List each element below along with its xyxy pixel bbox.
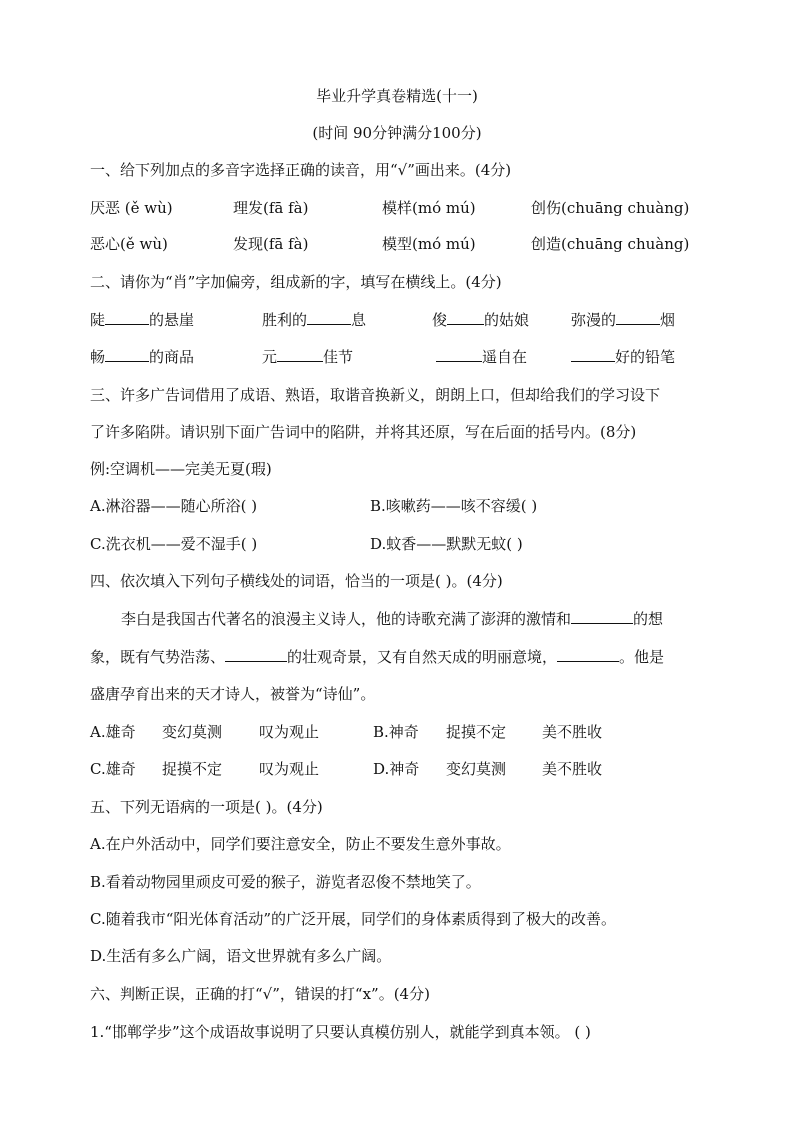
q1-r1-item1: 厌恶 (ě wù)	[90, 199, 173, 217]
q4-paragraph-line1	[121, 609, 663, 629]
q2-r1-item2-pre: 胜利的	[262, 311, 308, 329]
q4-option-c-word2: 捉摸不定	[162, 760, 223, 778]
q2-r2-item1	[90, 347, 194, 367]
q2-r2-item2-pre: 元	[262, 348, 278, 366]
answer-blank[interactable]	[447, 310, 484, 325]
answer-blank[interactable]	[105, 310, 149, 325]
q2-r2-item3	[436, 347, 527, 367]
q1-r2-item3: 模型(mó mú)	[382, 235, 476, 253]
q4-text: 李白是我国古代著名的浪漫主义诗人，他的诗歌充满了澎湃的激情和	[121, 610, 572, 628]
q2-r1-item3	[432, 310, 529, 330]
answer-blank[interactable]	[436, 347, 482, 362]
q5-option-a: A.在户外活动中，同学们要注意安全，防止不要发生意外事故。	[90, 835, 511, 853]
q2-r1-item1-pre: 陡	[90, 311, 106, 329]
q4-text: 象，既有气势浩荡、	[90, 648, 226, 666]
q1-heading: 一、给下列加点的多音字选择正确的读音，用“√”画出来。(4分)	[90, 161, 512, 179]
q4-paragraph-line3: 盛唐孕育出来的天才诗人，被誉为“诗仙”。	[90, 685, 376, 703]
q2-heading: 二、请你为“肖”字加偏旁，组成新的字，填写在横线上。(4分)	[90, 273, 502, 291]
q3-option-c: C.洗衣机——爱不湿手( )	[90, 535, 258, 553]
q3-option-b: B.咳嗽药——咳不容缓( )	[370, 497, 538, 515]
answer-blank[interactable]	[571, 347, 615, 362]
q1-r2-item2: 发现(fā fà)	[233, 235, 309, 253]
answer-blank[interactable]	[225, 647, 287, 662]
q4-option-b-word3: 美不胜收	[542, 723, 603, 741]
q3-option-a: A.淋浴器——随心所浴( )	[90, 497, 258, 515]
q2-r1-item1-post: 的悬崖	[149, 311, 195, 329]
answer-blank[interactable]	[307, 310, 351, 325]
q4-option-a-word2: 变幻莫测	[162, 723, 223, 741]
q4-option-c-word1: C.雄奇	[90, 760, 136, 778]
q4-text: 的想	[633, 610, 664, 628]
q4-option-b-word2: 捉摸不定	[446, 723, 507, 741]
q2-r2-item2	[262, 347, 353, 367]
q5-option-d: D.生活有多么广阔，语文世界就有多么广阔。	[90, 947, 392, 965]
q3-example: 例:空调机——完美无夏(瑕)	[90, 460, 272, 478]
q4-text: 。他是	[619, 648, 665, 666]
q4-option-b-word1: B.神奇	[373, 723, 419, 741]
q2-r1-item4	[571, 310, 675, 330]
q1-r1-item3: 模样(mó mú)	[382, 199, 476, 217]
q1-r1-item4: 创伤(chuāng chuàng)	[531, 199, 690, 217]
q2-r1-item3-post: 的姑娘	[484, 311, 530, 329]
q2-r1-item3-pre: 俊	[432, 311, 448, 329]
q4-paragraph-line2	[90, 647, 664, 667]
q3-heading-line2: 了许多陷阱。请识别下面广告词中的陷阱，并将其还原，写在后面的括号内。(8分)	[90, 423, 637, 441]
q5-option-c: C.随着我市“阳光体育活动”的广泛开展，同学们的身体素质得到了极大的改善。	[90, 910, 617, 928]
q1-r1-item2: 理发(fā fà)	[233, 199, 309, 217]
q5-option-b: B.看着动物园里顽皮可爱的猴子，游览者忍俊不禁地笑了。	[90, 873, 481, 891]
q4-text: 的壮观奇景，又有自然天成的明丽意境，	[287, 648, 558, 666]
answer-blank[interactable]	[571, 609, 633, 624]
answer-blank[interactable]	[105, 347, 149, 362]
answer-blank[interactable]	[616, 310, 660, 325]
q2-r2-item1-post: 的商品	[149, 348, 195, 366]
q2-r1-item1	[90, 310, 194, 330]
q4-option-d-word3: 美不胜收	[542, 760, 603, 778]
q3-heading-line1: 三、许多广告词借用了成语、熟语，取谐音换新义，朗朗上口，但却给我们的学习设下	[90, 386, 661, 404]
q2-r2-item2-post: 佳节	[323, 348, 354, 366]
q3-option-d: D.蚊香——默默无蚊( )	[370, 535, 523, 553]
q4-heading: 四、依次填入下列句子横线处的词语，恰当的一项是( )。(4分)	[90, 572, 503, 590]
q4-option-d-word1: D.神奇	[373, 760, 420, 778]
q1-r2-item1: 恶心(ě wù)	[90, 235, 168, 253]
page-subtitle: (时间 90分钟满分100分)	[312, 124, 482, 142]
q2-r1-item4-pre: 弥漫的	[571, 311, 617, 329]
q2-r2-item4-post: 好的铅笔	[615, 348, 676, 366]
q2-r1-item2-post: 息	[351, 311, 367, 329]
q6-heading: 六、判断正误，正确的打“√”，错误的打“x”。(4分)	[90, 985, 430, 1003]
q4-option-c-word3: 叹为观止	[259, 760, 320, 778]
q4-option-d-word2: 变幻莫测	[446, 760, 507, 778]
q5-heading: 五、下列无语病的一项是( )。(4分)	[90, 798, 323, 816]
q2-r1-item2	[262, 310, 366, 330]
page-title: 毕业升学真卷精选(十一)	[316, 87, 478, 105]
q4-option-a-word3: 叹为观止	[259, 723, 320, 741]
answer-blank[interactable]	[277, 347, 323, 362]
answer-blank[interactable]	[557, 647, 619, 662]
q6-item-1: 1.“邯郸学步”这个成语故事说明了只要认真模仿别人，就能学到真本领。 ( )	[90, 1023, 591, 1041]
q2-r2-item1-pre: 畅	[90, 348, 106, 366]
q1-r2-item4: 创造(chuāng chuàng)	[531, 235, 690, 253]
q2-r2-item3-post: 遥自在	[482, 348, 528, 366]
q2-r2-item4	[571, 347, 675, 367]
q4-option-a-word1: A.雄奇	[90, 723, 136, 741]
q2-r1-item4-post: 烟	[660, 311, 676, 329]
